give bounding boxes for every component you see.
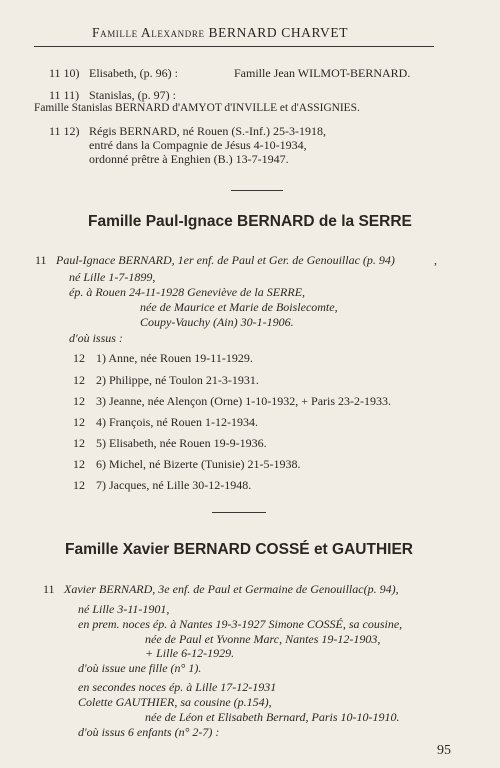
entry-number: 11 [43,582,55,596]
spouse-line: Colette GAUTHIER, sa cousine (p.154), [78,695,272,709]
marriage-line: en secondes noces ép. à Lille 17-12-1931 [78,680,277,694]
child-entry: 2) Philippe, né Toulon 21-3-1931. [96,373,259,387]
child-entry: 3) Jeanne, née Alençon (Orne) 1-10-1932, + Paris 23-2-1933. [96,394,392,408]
child-number: 12 [73,351,85,365]
issue-line: d'où issus 6 enfants (n° 2-7) : [78,725,220,739]
child-entry: 6) Michel, né Bizerte (Tunisie) 21-5-1938. [96,457,301,471]
entry-number: 11 12) [49,124,80,138]
entry-number: 11 10) [49,66,80,80]
section-title: Famille Paul-Ignace BERNARD de la SERRE [88,213,412,230]
issue-line: d'où issue une fille (n° 1). [78,661,202,675]
page-number: 95 [437,743,451,758]
section-title: Famille Xavier BERNARD COSSÉ et GAUTHIER [65,541,413,558]
child-number: 12 [73,415,85,429]
child-entry: 1) Anne, née Rouen 19-11-1929. [96,351,253,365]
death-line: + Lille 6-12-1929. [145,646,235,660]
entry-family-ref: Famille Stanislas BERNARD d'AMYOT d'INVILLE et d'ASSIGNIES. [34,102,360,114]
section-divider [231,190,283,191]
section-divider [212,512,266,513]
birth-line: né Lille 1-7-1899, [69,270,156,284]
entry-number: 11 [35,253,47,267]
entry-text: Elisabeth, (p. 96) : [89,66,178,80]
entry-punctuation: , [434,253,437,267]
entry-text: Stanislas, (p. 97) : [89,88,176,102]
child-number: 12 [73,478,85,492]
entry-text: entré dans la Compagnie de Jésus 4-10-1934, [89,138,307,152]
entry-family-ref: Famille Jean WILMOT-BERNARD. [234,66,411,80]
marriage-line: ép. à Rouen 24-11-1928 Geneviève de la SERRE, [69,285,306,299]
birth-line: Coupy-Vauchy (Ain) 30-1-1906. [140,315,294,329]
child-entry: 4) François, né Rouen 1-12-1934. [96,415,258,429]
parents-line: née de Paul et Yvonne Marc, Nantes 19-12-1903, [145,632,381,646]
marriage-line: en prem. noces ép. à Nantes 19-3-1927 Simone COSSÉ, sa cousine, [78,617,403,631]
person-name: Paul-Ignace BERNARD, 1er enf. de Paul et Ger. de Genouillac (p. 94) [56,253,395,267]
entry-number: 11 11) [49,88,80,102]
header-rule [34,46,434,47]
entry-text: ordonné prêtre à Enghien (B.) 13-7-1947. [89,152,289,166]
child-number: 12 [73,457,85,471]
child-number: 12 [73,436,85,450]
issue-line: d'où issus : [69,331,123,345]
child-entry: 7) Jacques, né Lille 30-12-1948. [96,478,252,492]
parents-line: née de Léon et Elisabeth Bernard, Paris 10-10-1910. [145,710,400,724]
child-number: 12 [73,394,85,408]
entry-text: Régis BERNARD, né Rouen (S.-Inf.) 25-3-1918, [89,124,326,138]
parents-line: née de Maurice et Marie de Boislecomte, [140,300,338,314]
birth-line: né Lille 3-11-1901, [78,602,170,616]
child-number: 12 [73,373,85,387]
page-header: Famille Alexandre BERNARD CHARVET [92,25,349,40]
person-name: Xavier BERNARD, 3e enf. de Paul et Germaine de Genouillac(p. 94), [64,582,399,596]
child-entry: 5) Elisabeth, née Rouen 19-9-1936. [96,436,267,450]
